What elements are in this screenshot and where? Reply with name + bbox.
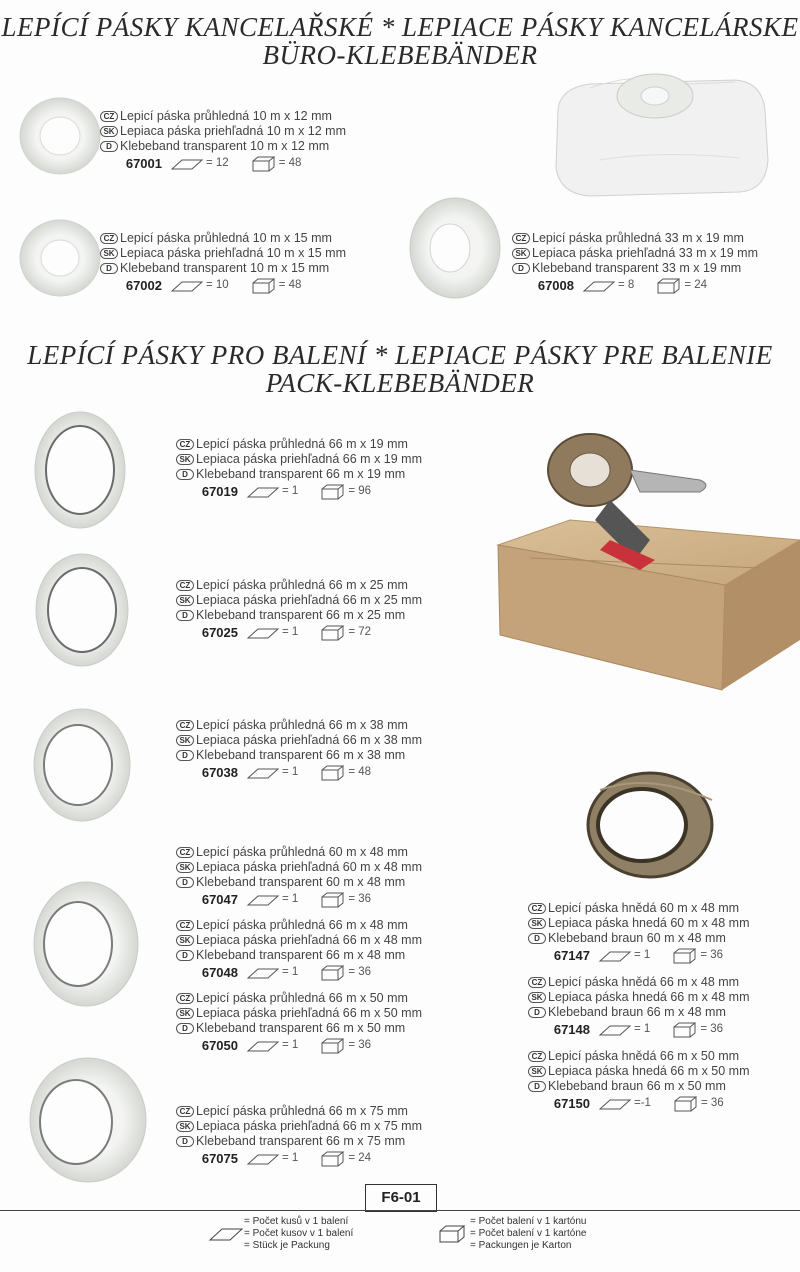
product-code: 67150 <box>553 1096 590 1111</box>
pieces-per-pack: = 1 <box>634 1023 651 1035</box>
product-67150 <box>528 1049 750 1112</box>
sk-badge: SK <box>176 1008 194 1019</box>
product-67147-sk: Lepiaca páska hnedá 60 m x 48 mm <box>548 916 750 930</box>
cz-badge: CZ <box>100 233 118 244</box>
legend-pieces-sk: = Počet kusov v 1 balení <box>244 1228 354 1239</box>
legend-carton-icon <box>438 1224 468 1244</box>
product-67075-sk: Lepiaca páska priehľadná 66 m x 75 mm <box>196 1119 422 1133</box>
product-67008-sk: Lepiaca páska priehľadná 33 m x 19 mm <box>532 246 758 260</box>
product-67025 <box>176 578 422 641</box>
product-code: 67048 <box>201 965 238 980</box>
packs-per-carton: = 36 <box>700 1023 724 1035</box>
product-67075-d: Klebeband transparent 66 m x 75 mm <box>196 1134 406 1148</box>
sk-badge: SK <box>176 1121 194 1132</box>
sk-badge: SK <box>528 1066 546 1077</box>
packs-per-carton: = 48 <box>278 279 302 291</box>
product-67038-sk: Lepiaca páska priehľadná 66 m x 38 mm <box>196 733 422 747</box>
product-67047-d: Klebeband transparent 60 m x 48 mm <box>196 875 406 889</box>
carton-icon <box>673 1096 699 1112</box>
product-code: 67038 <box>201 765 238 780</box>
product-67148 <box>528 975 750 1038</box>
d-badge: D <box>176 1023 194 1034</box>
cz-badge: CZ <box>528 977 546 988</box>
product-67025-d: Klebeband transparent 66 m x 25 mm <box>196 608 406 622</box>
product-67019-d: Klebeband transparent 66 m x 19 mm <box>196 467 406 481</box>
pieces-per-pack: =-1 <box>634 1097 651 1109</box>
pack-title-line1: LEPÍCÍ PÁSKY PRO BALENÍ * LEPIACE PÁSKY PRE BALENIE <box>27 340 773 370</box>
packs-per-carton: = 72 <box>348 626 372 638</box>
pack-icon <box>246 766 280 780</box>
d-badge: D <box>528 1007 546 1018</box>
d-badge: D <box>176 610 194 621</box>
d-badge: D <box>176 750 194 761</box>
product-67025-cz: Lepicí páska průhledná 66 m x 25 mm <box>196 578 408 592</box>
pack-icon <box>170 279 204 293</box>
d-badge: D <box>100 141 118 152</box>
product-67147-d: Klebeband braun 60 m x 48 mm <box>548 931 726 945</box>
legend-cartons-cz: = Počet balení v 1 kartónu <box>470 1216 587 1227</box>
product-67048-sk: Lepiaca páska priehľadná 66 m x 48 mm <box>196 933 422 947</box>
packs-per-carton: = 48 <box>348 766 372 778</box>
packs-per-carton: = 36 <box>348 966 372 978</box>
product-67047-cz: Lepicí páska průhledná 60 m x 48 mm <box>196 845 408 859</box>
pieces-per-pack: = 1 <box>282 966 299 978</box>
product-67002-sk: Lepiaca páska priehľadná 10 m x 15 mm <box>120 246 346 260</box>
d-badge: D <box>528 1081 546 1092</box>
packs-per-carton: = 24 <box>348 1152 372 1164</box>
product-67001-sk: Lepiaca páska priehľadná 10 m x 12 mm <box>120 124 346 138</box>
desk-dispenser-image <box>556 74 768 196</box>
tape-roll-67001-image <box>20 98 100 174</box>
tape-roll-67008-image <box>410 198 500 298</box>
pack-icon <box>246 893 280 907</box>
pieces-per-pack: = 12 <box>206 157 229 169</box>
carton-icon <box>320 1151 346 1167</box>
packs-per-carton: = 36 <box>348 1039 372 1051</box>
footer-divider <box>0 1210 800 1211</box>
product-67038-cz: Lepicí páska průhledná 66 m x 38 mm <box>196 718 408 732</box>
pack-icon <box>246 1039 280 1053</box>
carton-icon <box>656 278 682 294</box>
pieces-per-pack: = 1 <box>282 485 299 497</box>
product-67147 <box>528 901 750 964</box>
pack-icon <box>598 949 632 963</box>
product-67148-sk: Lepiaca páska hnedá 66 m x 48 mm <box>548 990 750 1004</box>
cz-badge: CZ <box>528 1051 546 1062</box>
pack-icon <box>598 1097 632 1111</box>
office-title-line1: LEPÍCÍ PÁSKY KANCELAŘSKÉ * LEPIACE PÁSKY KANCELÁRSKE <box>1 12 799 42</box>
office-title-line2: BÜRO-KLEBEBÄNDER <box>262 40 538 70</box>
pack-icon <box>246 1152 280 1166</box>
product-67019-cz: Lepicí páska průhledná 66 m x 19 mm <box>196 437 408 451</box>
cz-badge: CZ <box>512 233 530 244</box>
product-code: 67001 <box>125 156 162 171</box>
product-67002 <box>100 231 346 294</box>
carton-icon <box>672 948 698 964</box>
product-code: 67025 <box>201 625 238 640</box>
carton-icon <box>251 278 277 294</box>
product-67047-sk: Lepiaca páska priehľadná 60 m x 48 mm <box>196 860 422 874</box>
cz-badge: CZ <box>176 720 194 731</box>
d-badge: D <box>512 263 530 274</box>
d-badge: D <box>100 263 118 274</box>
sk-badge: SK <box>176 454 194 465</box>
pack-icon <box>246 485 280 499</box>
carton-icon <box>251 156 277 172</box>
pack-icon <box>246 966 280 980</box>
packs-per-carton: = 96 <box>348 485 372 497</box>
product-67050-d: Klebeband transparent 66 m x 50 mm <box>196 1021 406 1035</box>
packs-per-carton: = 48 <box>278 157 302 169</box>
cz-badge: CZ <box>100 111 118 122</box>
carton-icon <box>672 1022 698 1038</box>
product-67019-sk: Lepiaca páska priehľadná 66 m x 19 mm <box>196 452 422 466</box>
d-badge: D <box>176 950 194 961</box>
d-badge: D <box>176 1136 194 1147</box>
cz-badge: CZ <box>176 439 194 450</box>
sk-badge: SK <box>176 862 194 873</box>
product-67001-cz: Lepicí páska průhledná 10 m x 12 mm <box>120 109 332 123</box>
d-badge: D <box>176 877 194 888</box>
product-67148-cz: Lepicí páska hnědá 66 m x 48 mm <box>548 975 740 989</box>
sk-badge: SK <box>100 248 118 259</box>
sk-badge: SK <box>100 126 118 137</box>
sk-badge: SK <box>176 595 194 606</box>
pack-icon <box>598 1023 632 1037</box>
product-code: 67148 <box>553 1022 590 1037</box>
pieces-per-pack: = 1 <box>282 766 299 778</box>
product-code: 67019 <box>201 484 238 499</box>
product-67008-d: Klebeband transparent 33 m x 19 mm <box>532 261 742 275</box>
product-67047 <box>176 845 422 908</box>
carton-icon <box>320 892 346 908</box>
sk-badge: SK <box>528 918 546 929</box>
sk-badge: SK <box>176 735 194 746</box>
carton-icon <box>320 965 346 981</box>
tape-roll-67002-image <box>20 220 100 296</box>
product-67038 <box>176 718 422 781</box>
product-code: 67075 <box>201 1151 238 1166</box>
pack-icon <box>246 626 280 640</box>
cz-badge: CZ <box>176 920 194 931</box>
product-67150-sk: Lepiaca páska hnedá 66 m x 50 mm <box>548 1064 750 1078</box>
cz-badge: CZ <box>176 993 194 1004</box>
pieces-per-pack: = 10 <box>206 279 229 291</box>
product-code: 67047 <box>201 892 238 907</box>
packs-per-carton: = 36 <box>700 1097 724 1109</box>
cz-badge: CZ <box>176 1106 194 1117</box>
product-67008 <box>512 231 758 294</box>
packs-per-carton: = 24 <box>684 279 708 291</box>
product-67008-cz: Lepicí páska průhledná 33 m x 19 mm <box>532 231 744 245</box>
legend-pieces-d: = Stück je Packung <box>244 1240 330 1251</box>
product-67002-cz: Lepicí páska průhledná 10 m x 15 mm <box>120 231 332 245</box>
brown-tape-roll-image <box>588 773 712 877</box>
cz-badge: CZ <box>528 903 546 914</box>
legend-pieces <box>244 1216 353 1252</box>
product-67050-sk: Lepiaca páska priehľadná 66 m x 50 mm <box>196 1006 422 1020</box>
pieces-per-pack: = 8 <box>618 279 635 291</box>
tape-roll-67047-image <box>34 882 138 1006</box>
pieces-per-pack: = 1 <box>634 949 651 961</box>
product-67148-d: Klebeband braun 66 m x 48 mm <box>548 1005 726 1019</box>
tape-roll-67019-image <box>35 412 125 528</box>
carton-icon <box>320 484 346 500</box>
product-67075 <box>176 1104 422 1167</box>
d-badge: D <box>528 933 546 944</box>
product-67075-cz: Lepicí páska průhledná 66 m x 75 mm <box>196 1104 408 1118</box>
sk-badge: SK <box>512 248 530 259</box>
product-67150-d: Klebeband braun 66 m x 50 mm <box>548 1079 726 1093</box>
product-67001-d: Klebeband transparent 10 m x 12 mm <box>120 139 330 153</box>
box-with-tape-dispenser-image <box>498 434 800 690</box>
packs-per-carton: = 36 <box>348 893 372 905</box>
carton-icon <box>320 625 346 641</box>
product-67048 <box>176 918 422 981</box>
cz-badge: CZ <box>176 580 194 591</box>
pieces-per-pack: = 1 <box>282 893 299 905</box>
product-code: 67002 <box>125 278 162 293</box>
tape-roll-67025-image <box>36 554 128 666</box>
product-67025-sk: Lepiaca páska priehľadná 66 m x 25 mm <box>196 593 422 607</box>
product-67002-d: Klebeband transparent 10 m x 15 mm <box>120 261 330 275</box>
sk-badge: SK <box>176 935 194 946</box>
product-67019 <box>176 437 422 500</box>
d-badge: D <box>176 469 194 480</box>
legend-pack-icon <box>208 1226 244 1242</box>
carton-icon <box>320 1038 346 1054</box>
cz-badge: CZ <box>176 847 194 858</box>
tape-roll-67038-image <box>34 709 130 821</box>
product-code: 67147 <box>553 948 590 963</box>
packs-per-carton: = 36 <box>700 949 724 961</box>
tape-roll-67075-image <box>30 1058 146 1182</box>
pack-title-line2: PACK-KLEBEBÄNDER <box>265 368 535 398</box>
product-67048-cz: Lepicí páska průhledná 66 m x 48 mm <box>196 918 408 932</box>
product-code: 67008 <box>537 278 574 293</box>
legend-cartons <box>470 1216 586 1252</box>
product-67050-cz: Lepicí páska průhledná 66 m x 50 mm <box>196 991 408 1005</box>
carton-icon <box>320 765 346 781</box>
pack-icon <box>582 279 616 293</box>
legend-cartons-sk: = Počet balení v 1 kartóne <box>470 1228 587 1239</box>
page-code: F6-01 <box>365 1184 437 1212</box>
pack-icon <box>170 157 204 171</box>
legend-pieces-cz: = Počet kusů v 1 balení <box>244 1216 349 1227</box>
product-67001 <box>100 109 346 172</box>
legend-cartons-d: = Packungen je Karton <box>470 1240 572 1251</box>
product-67150-cz: Lepicí páska hnědá 66 m x 50 mm <box>548 1049 740 1063</box>
product-code: 67050 <box>201 1038 238 1053</box>
product-67038-d: Klebeband transparent 66 m x 38 mm <box>196 748 406 762</box>
product-67050 <box>176 991 422 1054</box>
pieces-per-pack: = 1 <box>282 626 299 638</box>
sk-badge: SK <box>528 992 546 1003</box>
pieces-per-pack: = 1 <box>282 1039 299 1051</box>
product-67147-cz: Lepicí páska hnědá 60 m x 48 mm <box>548 901 740 915</box>
product-67048-d: Klebeband transparent 66 m x 48 mm <box>196 948 406 962</box>
pieces-per-pack: = 1 <box>282 1152 299 1164</box>
